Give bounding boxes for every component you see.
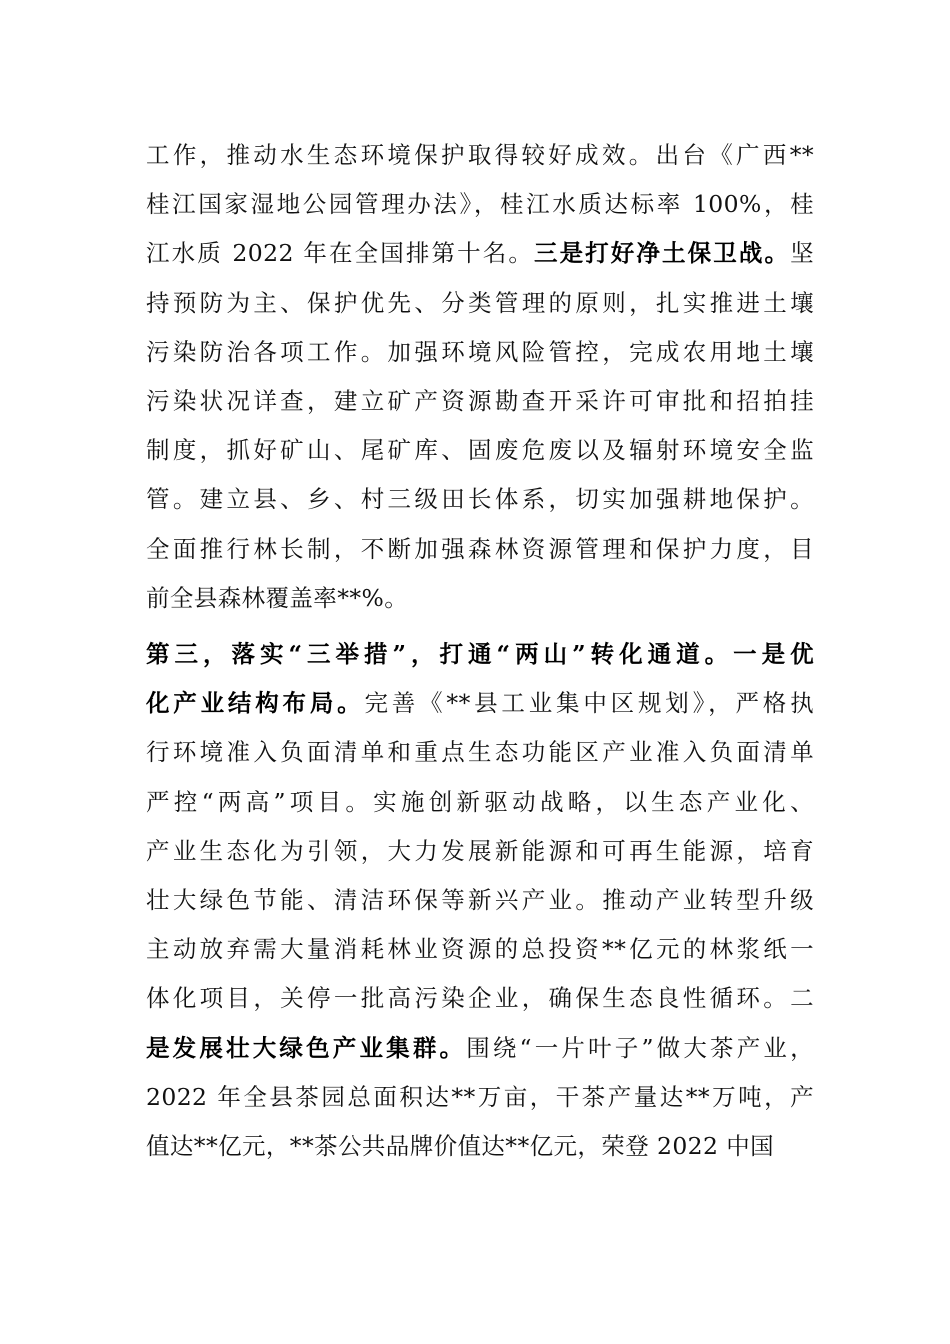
text-line: [146, 782, 814, 822]
text-segment: 完善《**县工业集中区规划》，严格执: [364, 689, 814, 718]
text-line: [146, 233, 814, 273]
text-segment: 产业生态化为引领，大力发展新能源和可再生能源，培育: [146, 836, 814, 865]
text-line: [146, 732, 814, 772]
text-segment: 围绕“一片叶子”做大茶产业，: [466, 1033, 814, 1062]
text-segment: 全面推行林长制，不断加强森林资源管理和保护力度，目: [146, 534, 814, 563]
text-line: [146, 831, 814, 871]
text-line: [146, 529, 814, 569]
bold-text-segment: 三是打好净土保卫战。: [533, 239, 791, 268]
text-line: [146, 1126, 814, 1166]
text-line: [146, 381, 814, 421]
text-segment: 2022 年全县茶园总面积达**万亩，干茶产量达**万吨，产: [146, 1082, 814, 1111]
text-segment: 行环境准入负面清单和重点生态功能区产业准入负面清单: [146, 738, 814, 767]
text-segment: 持预防为主、保护优先、分类管理的原则，扎实推进土壤: [146, 288, 814, 317]
text-line: [146, 683, 814, 723]
text-segment: 管。建立县、乡、村三级田长体系，切实加强耕地保护。: [146, 485, 814, 514]
text-line: [146, 184, 814, 224]
text-segment: 坚: [790, 239, 815, 268]
text-segment: 桂江国家湿地公园管理办法》，桂江水质达标率 100%，桂: [146, 190, 814, 219]
bold-text-segment: 是发展壮大绿色产业集群。: [146, 1033, 467, 1062]
bold-text-segment: 第三，落实“三举措”，打通“两山”转化通道。一是优: [146, 640, 814, 668]
text-segment: 前全县森林覆盖率**%。: [146, 583, 409, 612]
text-line: [146, 135, 814, 175]
text-line: [146, 1077, 814, 1117]
text-line: [146, 880, 814, 920]
text-segment: 主动放弃需大量消耗林业资源的总投资**亿元的林浆纸一: [146, 935, 814, 964]
text-line: [146, 634, 814, 674]
text-line: [146, 283, 814, 323]
text-line: [146, 332, 814, 372]
text-segment: 值达**亿元，**茶公共品牌价值达**亿元，荣登 2022 中国: [146, 1132, 775, 1160]
text-segment: 严控“两高”项目。实施创新驱动战略，以生态产业化、: [146, 787, 814, 816]
text-segment: 工作，推动水生态环境保护取得较好成效。出台《广西**: [146, 141, 814, 169]
text-segment: 污染状况详查，建立矿产资源勘查开采许可审批和招拍挂: [146, 387, 814, 415]
text-segment: 壮大绿色节能、清洁环保等新兴产业。推动产业转型升级: [146, 886, 814, 914]
text-line: [146, 1028, 814, 1068]
text-line: [146, 479, 814, 519]
text-line: [146, 929, 814, 969]
bold-text-segment: 化产业结构布局。: [146, 689, 365, 718]
text-segment: 制度，抓好矿山、尾矿库、固废危废以及辐射环境安全监: [146, 436, 814, 465]
text-segment: 体化项目，关停一批高污染企业，确保生态良性循环。二: [146, 984, 814, 1013]
text-segment: 污染防治各项工作。加强环境风险管控，完成农用地土壤: [146, 337, 814, 366]
text-line: [146, 430, 814, 470]
text-line: [146, 978, 814, 1018]
text-segment: 江水质 2022 年在全国排第十名。: [146, 239, 534, 268]
text-line: [146, 578, 814, 618]
